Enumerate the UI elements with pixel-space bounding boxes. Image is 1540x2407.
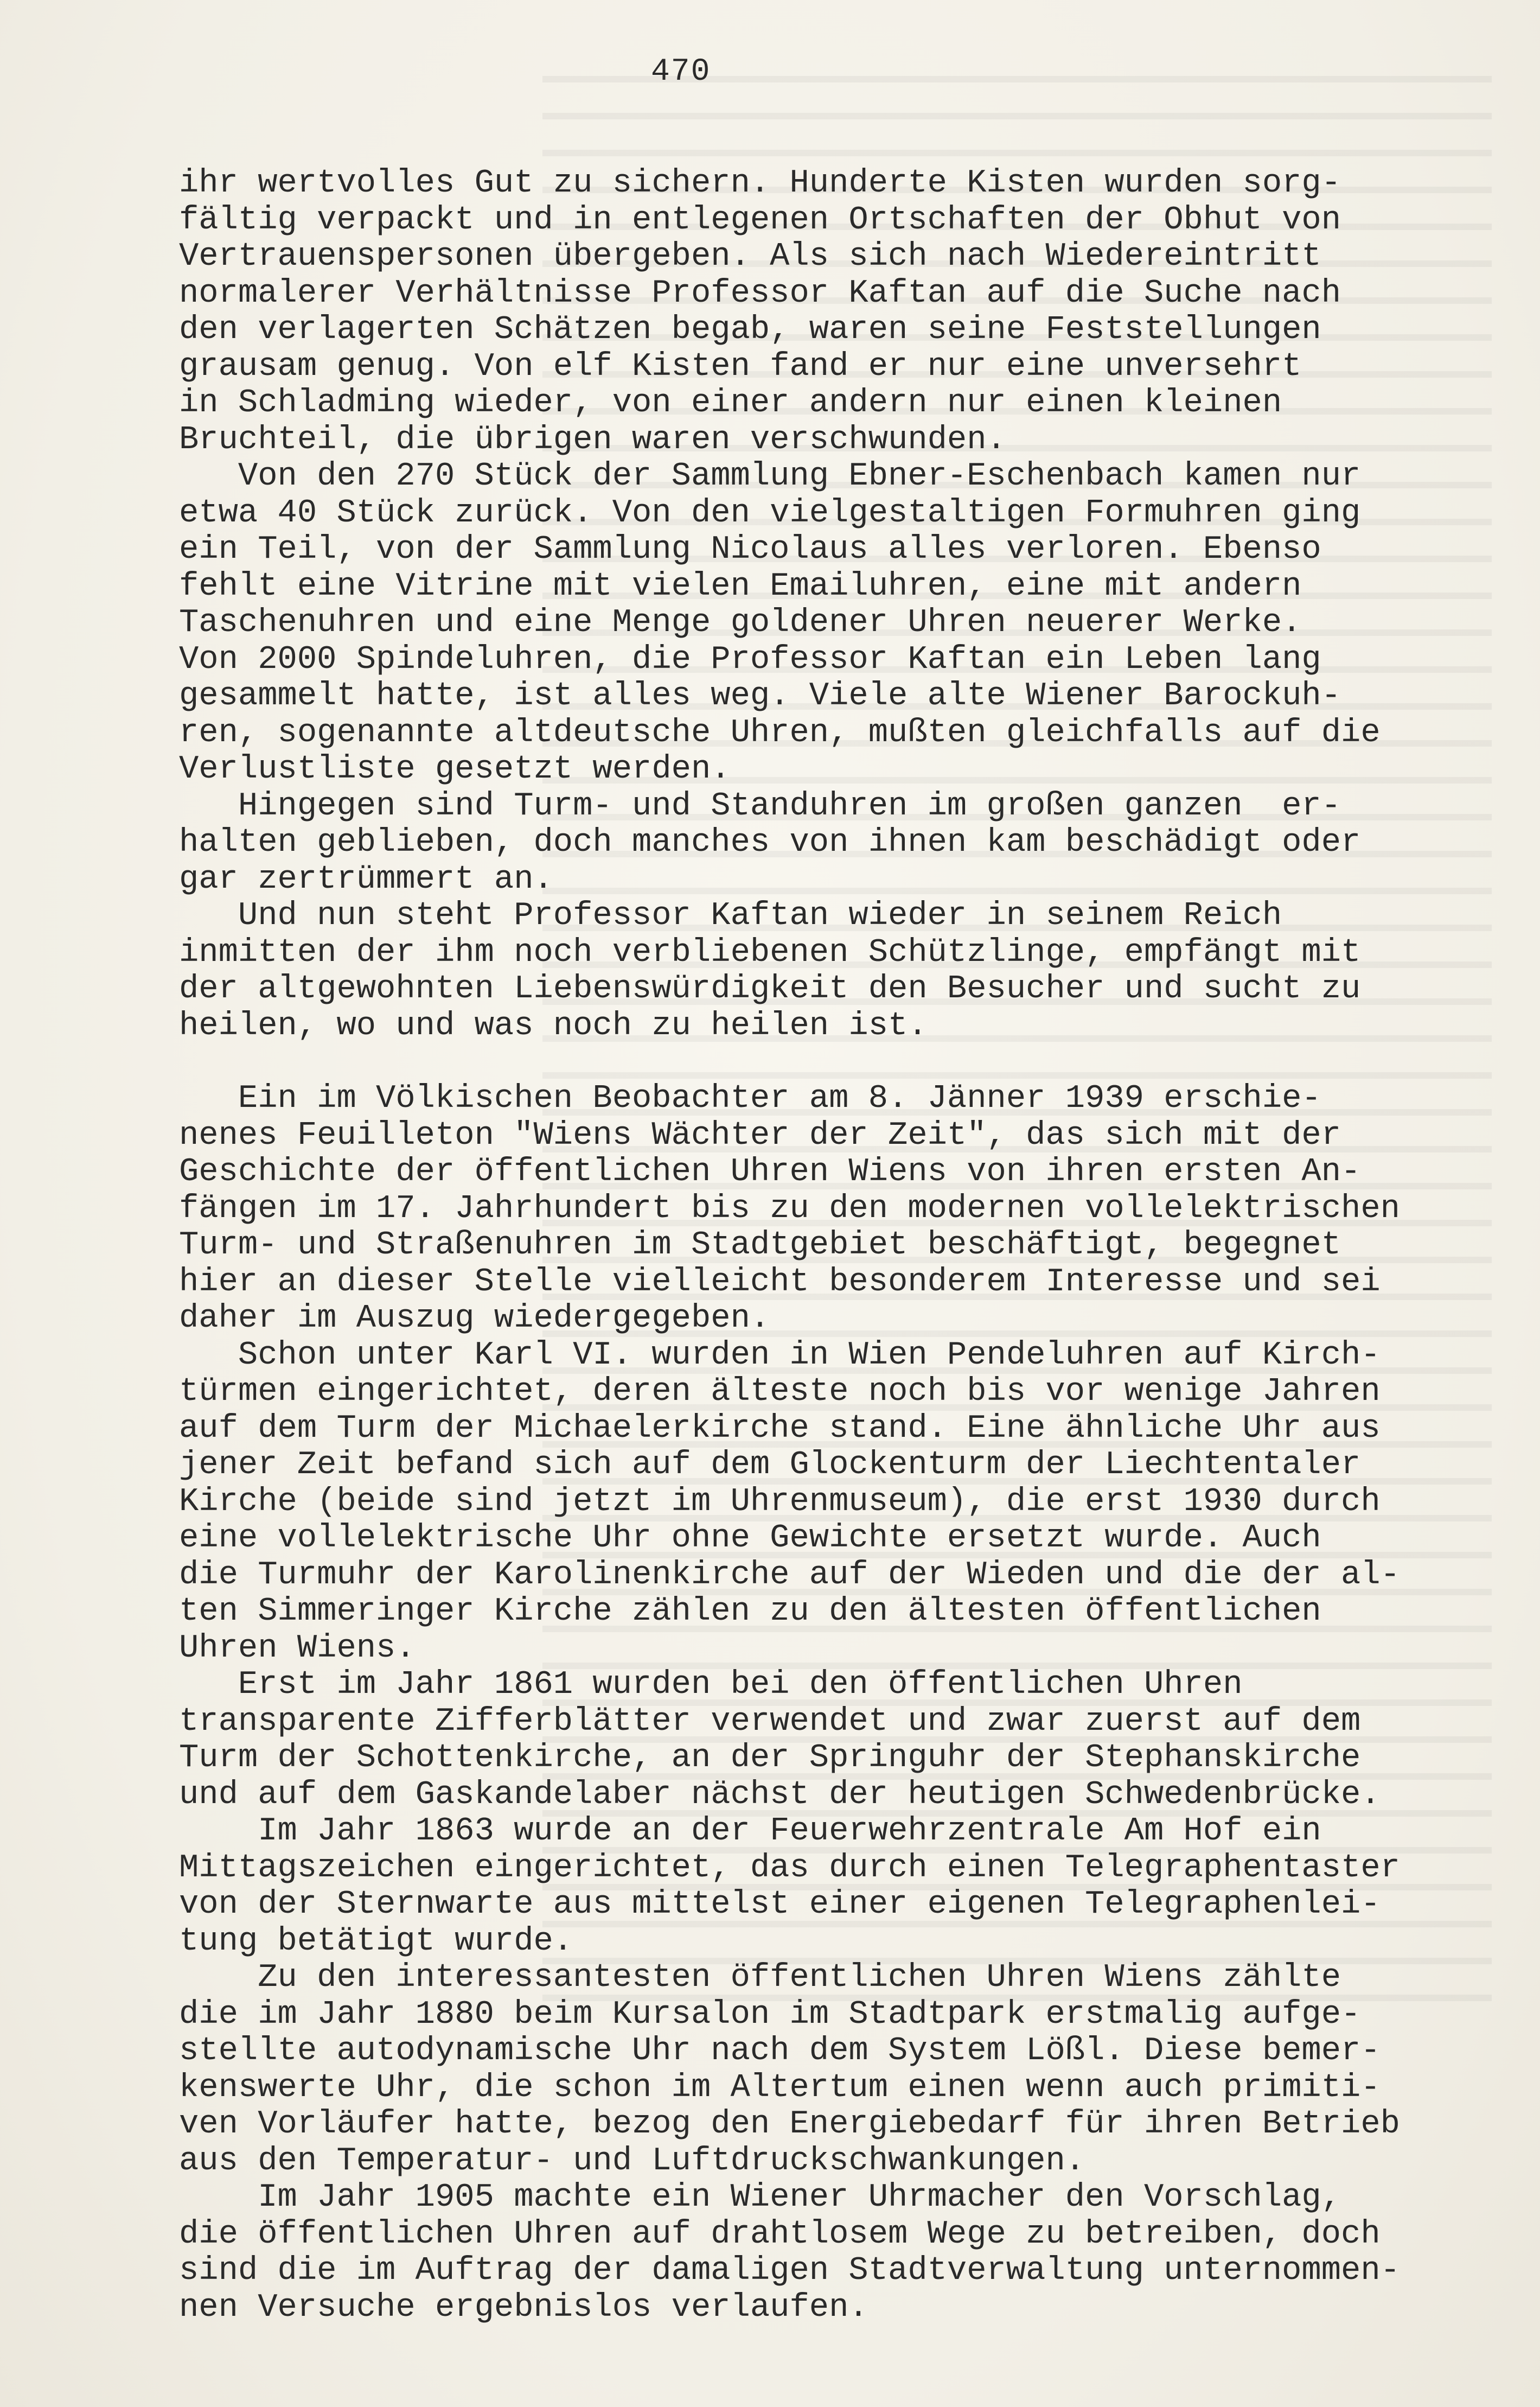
text-line: Mittagszeichen eingerichtet, das durch einen Telegraphentaster bbox=[179, 1849, 1400, 1887]
text-line: Taschenuhren und eine Menge goldener Uhren neuerer Werke. bbox=[179, 604, 1302, 641]
text-line: fältig verpackt und in entlegenen Ortschaften der Obhut von bbox=[179, 201, 1341, 239]
text-line: Turm- und Straßenuhren im Stadtgebiet beschäftigt, begegnet bbox=[179, 1227, 1341, 1264]
text-line: Turm der Schottenkirche, an der Springuhr der Stephanskirche bbox=[179, 1740, 1361, 1776]
text-line: Erst im Jahr 1861 wurden bei den öffentlichen Uhren bbox=[179, 1666, 1243, 1703]
text-line: der altgewohnten Liebenswürdigkeit den Besucher und sucht zu bbox=[179, 971, 1361, 1008]
text-block-public-clocks bbox=[179, 1081, 1524, 2326]
text-line: hier an dieser Stelle vielleicht besonderem Interesse und sei bbox=[179, 1263, 1381, 1301]
text-line: heilen, wo und was noch zu heilen ist. bbox=[179, 1007, 928, 1045]
text-line: Schon unter Karl VI. wurden in Wien Pendeluhren auf Kirch- bbox=[179, 1336, 1381, 1374]
text-line: gesammelt hatte, ist alles weg. Viele alte Wiener Barockuh- bbox=[179, 678, 1341, 715]
text-line: fehlt eine Vitrine mit vielen Emailuhren, eine mit andern bbox=[179, 568, 1302, 605]
text-line: türmen eingerichtet, deren älteste noch bis vor wenige Jahren bbox=[179, 1373, 1381, 1410]
text-line: in Schladming wieder, von einer andern nur einen kleinen bbox=[179, 385, 1282, 422]
text-line: sind die im Auftrag der damaligen Stadtverwaltung unternommen- bbox=[179, 2252, 1400, 2289]
text-line: die im Jahr 1880 beim Kursalon im Stadtpark erstmalig aufge- bbox=[179, 1996, 1361, 2033]
text-line: ven Vorläufer hatte, bezog den Energiebedarf für ihren Betrieb bbox=[179, 2106, 1400, 2143]
text-line: daher im Auszug wiedergegeben. bbox=[179, 1300, 770, 1337]
text-line: Ein im Völkischen Beobachter am 8. Jänner 1939 erschie- bbox=[179, 1080, 1321, 1117]
text-line: Und nun steht Professor Kaftan wieder in seinem Reich bbox=[179, 897, 1282, 934]
text-line: die Turmuhr der Karolinenkirche auf der Wieden und die der al- bbox=[179, 1556, 1400, 1594]
text-line: eine vollelektrische Uhr ohne Gewichte ersetzt wurde. Auch bbox=[179, 1520, 1321, 1557]
text-line: Geschichte der öffentlichen Uhren Wiens von ihren ersten An- bbox=[179, 1154, 1361, 1190]
text-line: Vertrauenspersonen übergeben. Als sich nach Wiedereintritt bbox=[179, 238, 1321, 275]
text-line: und auf dem Gaskandelaber nächst der heutigen Schwedenbrücke. bbox=[179, 1776, 1381, 1813]
text-line: ein Teil, von der Sammlung Nicolaus alles verloren. Ebenso bbox=[179, 531, 1321, 568]
text-line: etwa 40 Stück zurück. Von den vielgestaltigen Formuhren ging bbox=[179, 494, 1361, 532]
text-line: fängen im 17. Jahrhundert bis zu den modernen vollelektrischen bbox=[179, 1190, 1400, 1227]
text-line: inmitten der ihm noch verbliebenen Schützlinge, empfängt mit bbox=[179, 934, 1361, 971]
text-line: transparente Zifferblätter verwendet und zwar zuerst auf dem bbox=[179, 1703, 1361, 1740]
text-line: Bruchteil, die übrigen waren verschwunden. bbox=[179, 421, 1006, 459]
text-line: den verlagerten Schätzen begab, waren seine Feststellungen bbox=[179, 311, 1321, 348]
text-line: jener Zeit befand sich auf dem Glockenturm der Liechtentaler bbox=[179, 1447, 1361, 1483]
text-line: Uhren Wiens. bbox=[179, 1629, 416, 1667]
text-block-clock-museum bbox=[179, 165, 1524, 1045]
text-line: Verlustliste gesetzt werden. bbox=[179, 751, 731, 788]
text-line: gar zertrümmert an. bbox=[179, 861, 553, 898]
text-line: Von 2000 Spindeluhren, die Professor Kaftan ein Leben lang bbox=[179, 641, 1321, 678]
text-line: stellte autodynamische Uhr nach dem System Lößl. Diese bemer- bbox=[179, 2033, 1381, 2069]
text-line: grausam genug. Von elf Kisten fand er nur eine unversehrt bbox=[179, 348, 1302, 385]
text-line: die öffentlichen Uhren auf drahtlosem Wege zu betreiben, doch bbox=[179, 2215, 1381, 2253]
text-line: ihr wertvolles Gut zu sichern. Hunderte Kisten wurden sorg- bbox=[179, 165, 1341, 202]
text-line: kenswerte Uhr, die schon im Altertum einen wenn auch primiti- bbox=[179, 2069, 1381, 2106]
body-text bbox=[179, 165, 1524, 2326]
text-line: ten Simmeringer Kirche zählen zu den ältesten öffentlichen bbox=[179, 1593, 1321, 1630]
text-line: aus den Temperatur- und Luftdruckschwankungen. bbox=[179, 2142, 1085, 2180]
text-line: von der Sternwarte aus mittelst einer eigenen Telegraphenlei- bbox=[179, 1886, 1381, 1923]
text-line: nenes Feuilleton "Wiens Wächter der Zeit", das sich mit der bbox=[179, 1117, 1341, 1154]
page-number: 470 bbox=[651, 54, 711, 90]
text-line: tung betätigt wurde. bbox=[179, 1922, 573, 1960]
text-line: Hingegen sind Turm- und Standuhren im großen ganzen er- bbox=[179, 787, 1341, 825]
text-line: Kirche (beide sind jetzt im Uhrenmuseum), die erst 1930 durch bbox=[179, 1483, 1381, 1520]
text-line: auf dem Turm der Michaelerkirche stand. Eine ähnliche Uhr aus bbox=[179, 1410, 1381, 1447]
text-line: Zu den interessantesten öffentlichen Uhren Wiens zählte bbox=[179, 1959, 1341, 1996]
text-line: ren, sogenannte altdeutsche Uhren, mußten gleichfalls auf die bbox=[179, 714, 1381, 752]
text-line: Im Jahr 1863 wurde an der Feuerwehrzentrale Am Hof ein bbox=[179, 1813, 1321, 1850]
text-line: Von den 270 Stück der Sammlung Ebner-Eschenbach kamen nur bbox=[179, 458, 1361, 495]
text-line: nen Versuche ergebnislos verlaufen. bbox=[179, 2289, 868, 2326]
text-line: normalerer Verhältnisse Professor Kaftan auf die Suche nach bbox=[179, 275, 1341, 312]
text-line: halten geblieben, doch manches von ihnen kam beschädigt oder bbox=[179, 824, 1361, 861]
text-line: Im Jahr 1905 machte ein Wiener Uhrmacher den Vorschlag, bbox=[179, 2179, 1341, 2216]
